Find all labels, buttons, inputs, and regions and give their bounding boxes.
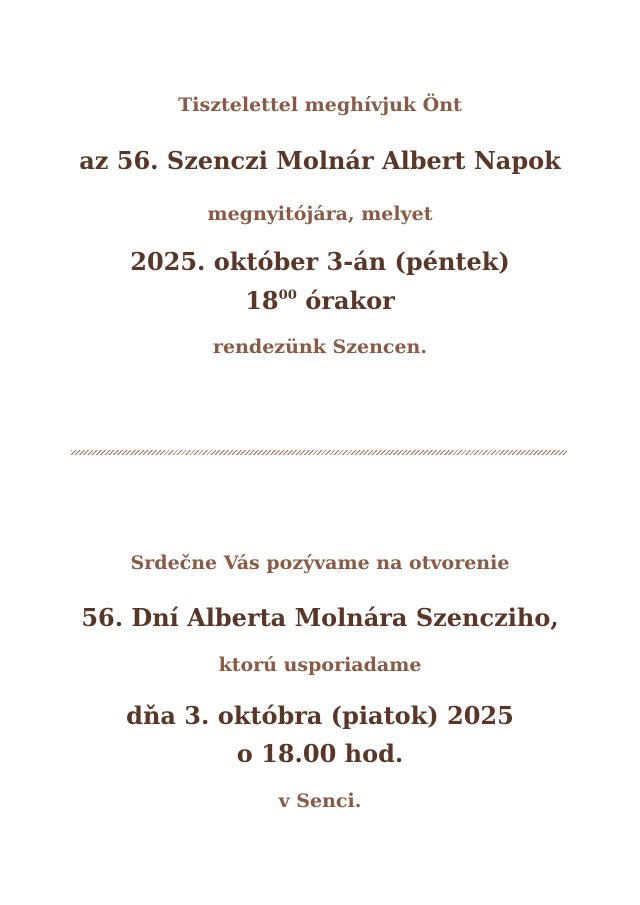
hu-time — [0, 286, 640, 315]
sk-organize-text: ktorú usporiadame — [218, 654, 422, 676]
hu-time-hour: 18 — [245, 286, 279, 315]
sk-date: dňa 3. októbra (piatok) 2025 — [126, 701, 514, 730]
sk-event-title: 56. Dní Alberta Molnára Szencziho, — [81, 603, 559, 632]
sk-location: v Senci. — [278, 790, 362, 812]
hu-date: 2025. október 3-án (péntek) — [130, 247, 510, 276]
hu-time-suffix: órakor — [296, 286, 395, 315]
hu-time-minutes: 00 — [278, 288, 297, 304]
sk-greeting: Srdečne Vás pozývame na otvorenie — [130, 552, 510, 574]
sk-time: o 18.00 hod. — [236, 739, 404, 768]
section-divider — [71, 450, 567, 455]
hu-greeting: Tisztelettel meghívjuk Önt — [178, 94, 462, 116]
hu-opening-text: megnyitójára, melyet — [207, 203, 433, 225]
hu-event-title: az 56. Szenczi Molnár Albert Napok — [79, 146, 561, 175]
hu-location: rendezünk Szencen. — [213, 336, 427, 358]
